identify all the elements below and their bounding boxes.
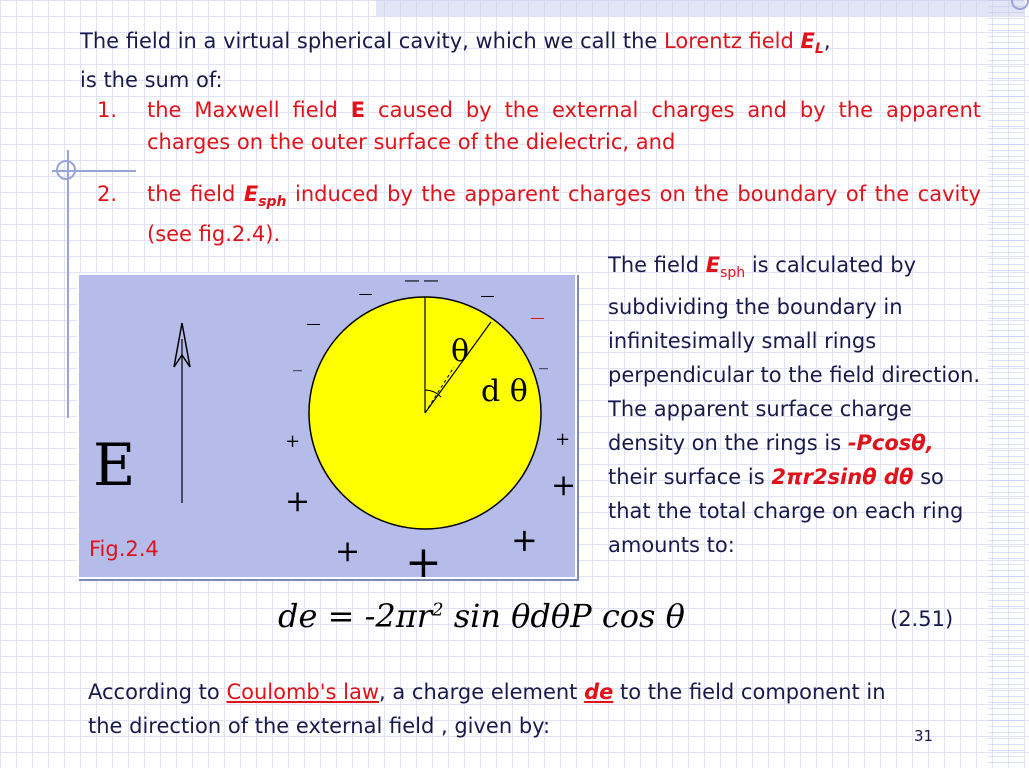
- minus-charge-red: _: [531, 290, 544, 320]
- figure-caption: Fig.2.4: [89, 537, 159, 561]
- plus-charge: +: [555, 429, 571, 450]
- de-term: de: [584, 680, 614, 704]
- intro-line2: is the sum of:: [80, 68, 223, 93]
- equation-number: (2.51): [890, 607, 954, 631]
- field-label: E: [93, 431, 136, 499]
- page-number: 31: [914, 727, 934, 745]
- list-item: [97, 94, 981, 160]
- maxwell-symbol: E: [350, 98, 366, 122]
- list-item: [97, 178, 981, 247]
- plus-charge: +: [335, 534, 361, 569]
- plus-charge: +: [551, 468, 577, 503]
- esph-symbol: $E_{sph}$: [243, 182, 287, 211]
- plus-charge: +: [405, 537, 442, 588]
- plus-charge: +: [285, 484, 311, 519]
- minus-charge: _: [293, 351, 302, 372]
- decor-stripes-right: [988, 0, 1024, 768]
- list-item-number: 1.: [97, 98, 118, 122]
- list-item-body: the Maxwell field E caused by the external charges and by the apparent charges on the outer surface of the dielectric, and: [147, 98, 981, 154]
- esph-symbol-side: $E_{sph}$: [705, 253, 746, 282]
- cavity-diagram: [79, 249, 577, 588]
- decor-bar-top: [376, 0, 1024, 16]
- minus-charge: _: [359, 266, 372, 296]
- plus-charge: +: [511, 521, 538, 559]
- theta-label: θ: [451, 334, 470, 369]
- dtheta-label: d θ: [481, 374, 528, 409]
- surface-expression: 2πr2sinθ dθ: [771, 465, 914, 490]
- minus-charge: _: [424, 249, 438, 282]
- lorentz-symbol: $E_L$: [800, 29, 824, 58]
- lorentz-label: Lorentz field: [664, 29, 794, 53]
- minus-charge: _: [307, 296, 320, 326]
- coulomb-law-link[interactable]: Coulomb's law: [226, 680, 380, 704]
- decor-circle-icon: [56, 160, 76, 180]
- decor-line-vertical: [67, 150, 69, 418]
- list-item-number: 2.: [97, 182, 118, 206]
- minus-charge: _: [481, 268, 494, 298]
- density-expression: -Pcosθ,: [847, 431, 934, 456]
- list-item-body: the field $E_{sph}$ induced by the apparent charges on the boundary of the cavity (see fig.2.4).: [147, 182, 981, 247]
- equation-2-51: de = $-2\pi r^2$ sin θdθP cos θ: [278, 597, 685, 635]
- intro-paragraph: The field in a virtual spherical cavity, which we call the Lorentz field $E_L$, is the sum of:: [80, 29, 831, 93]
- side-paragraph: The field $E_{sph}$ is calculated by subdividing the boundary in infinitesimally small rings perpendicular to the field direction. The apparent surface charge density on the rings is -Pcosθ, their surface is 2πr2sinθ dθ so that the total charge on each ring amounts to:: [608, 253, 981, 558]
- minus-charge: _: [405, 249, 419, 282]
- figure-2-4: [77, 249, 577, 588]
- minus-charge: _: [539, 349, 548, 370]
- plus-charge: +: [285, 431, 301, 452]
- bottom-paragraph: According to Coulomb's law, a charge element de to the field component in the direction of the external field , given by:: [88, 680, 886, 738]
- intro-text: The field in a virtual spherical cavity, which we call the: [80, 29, 665, 53]
